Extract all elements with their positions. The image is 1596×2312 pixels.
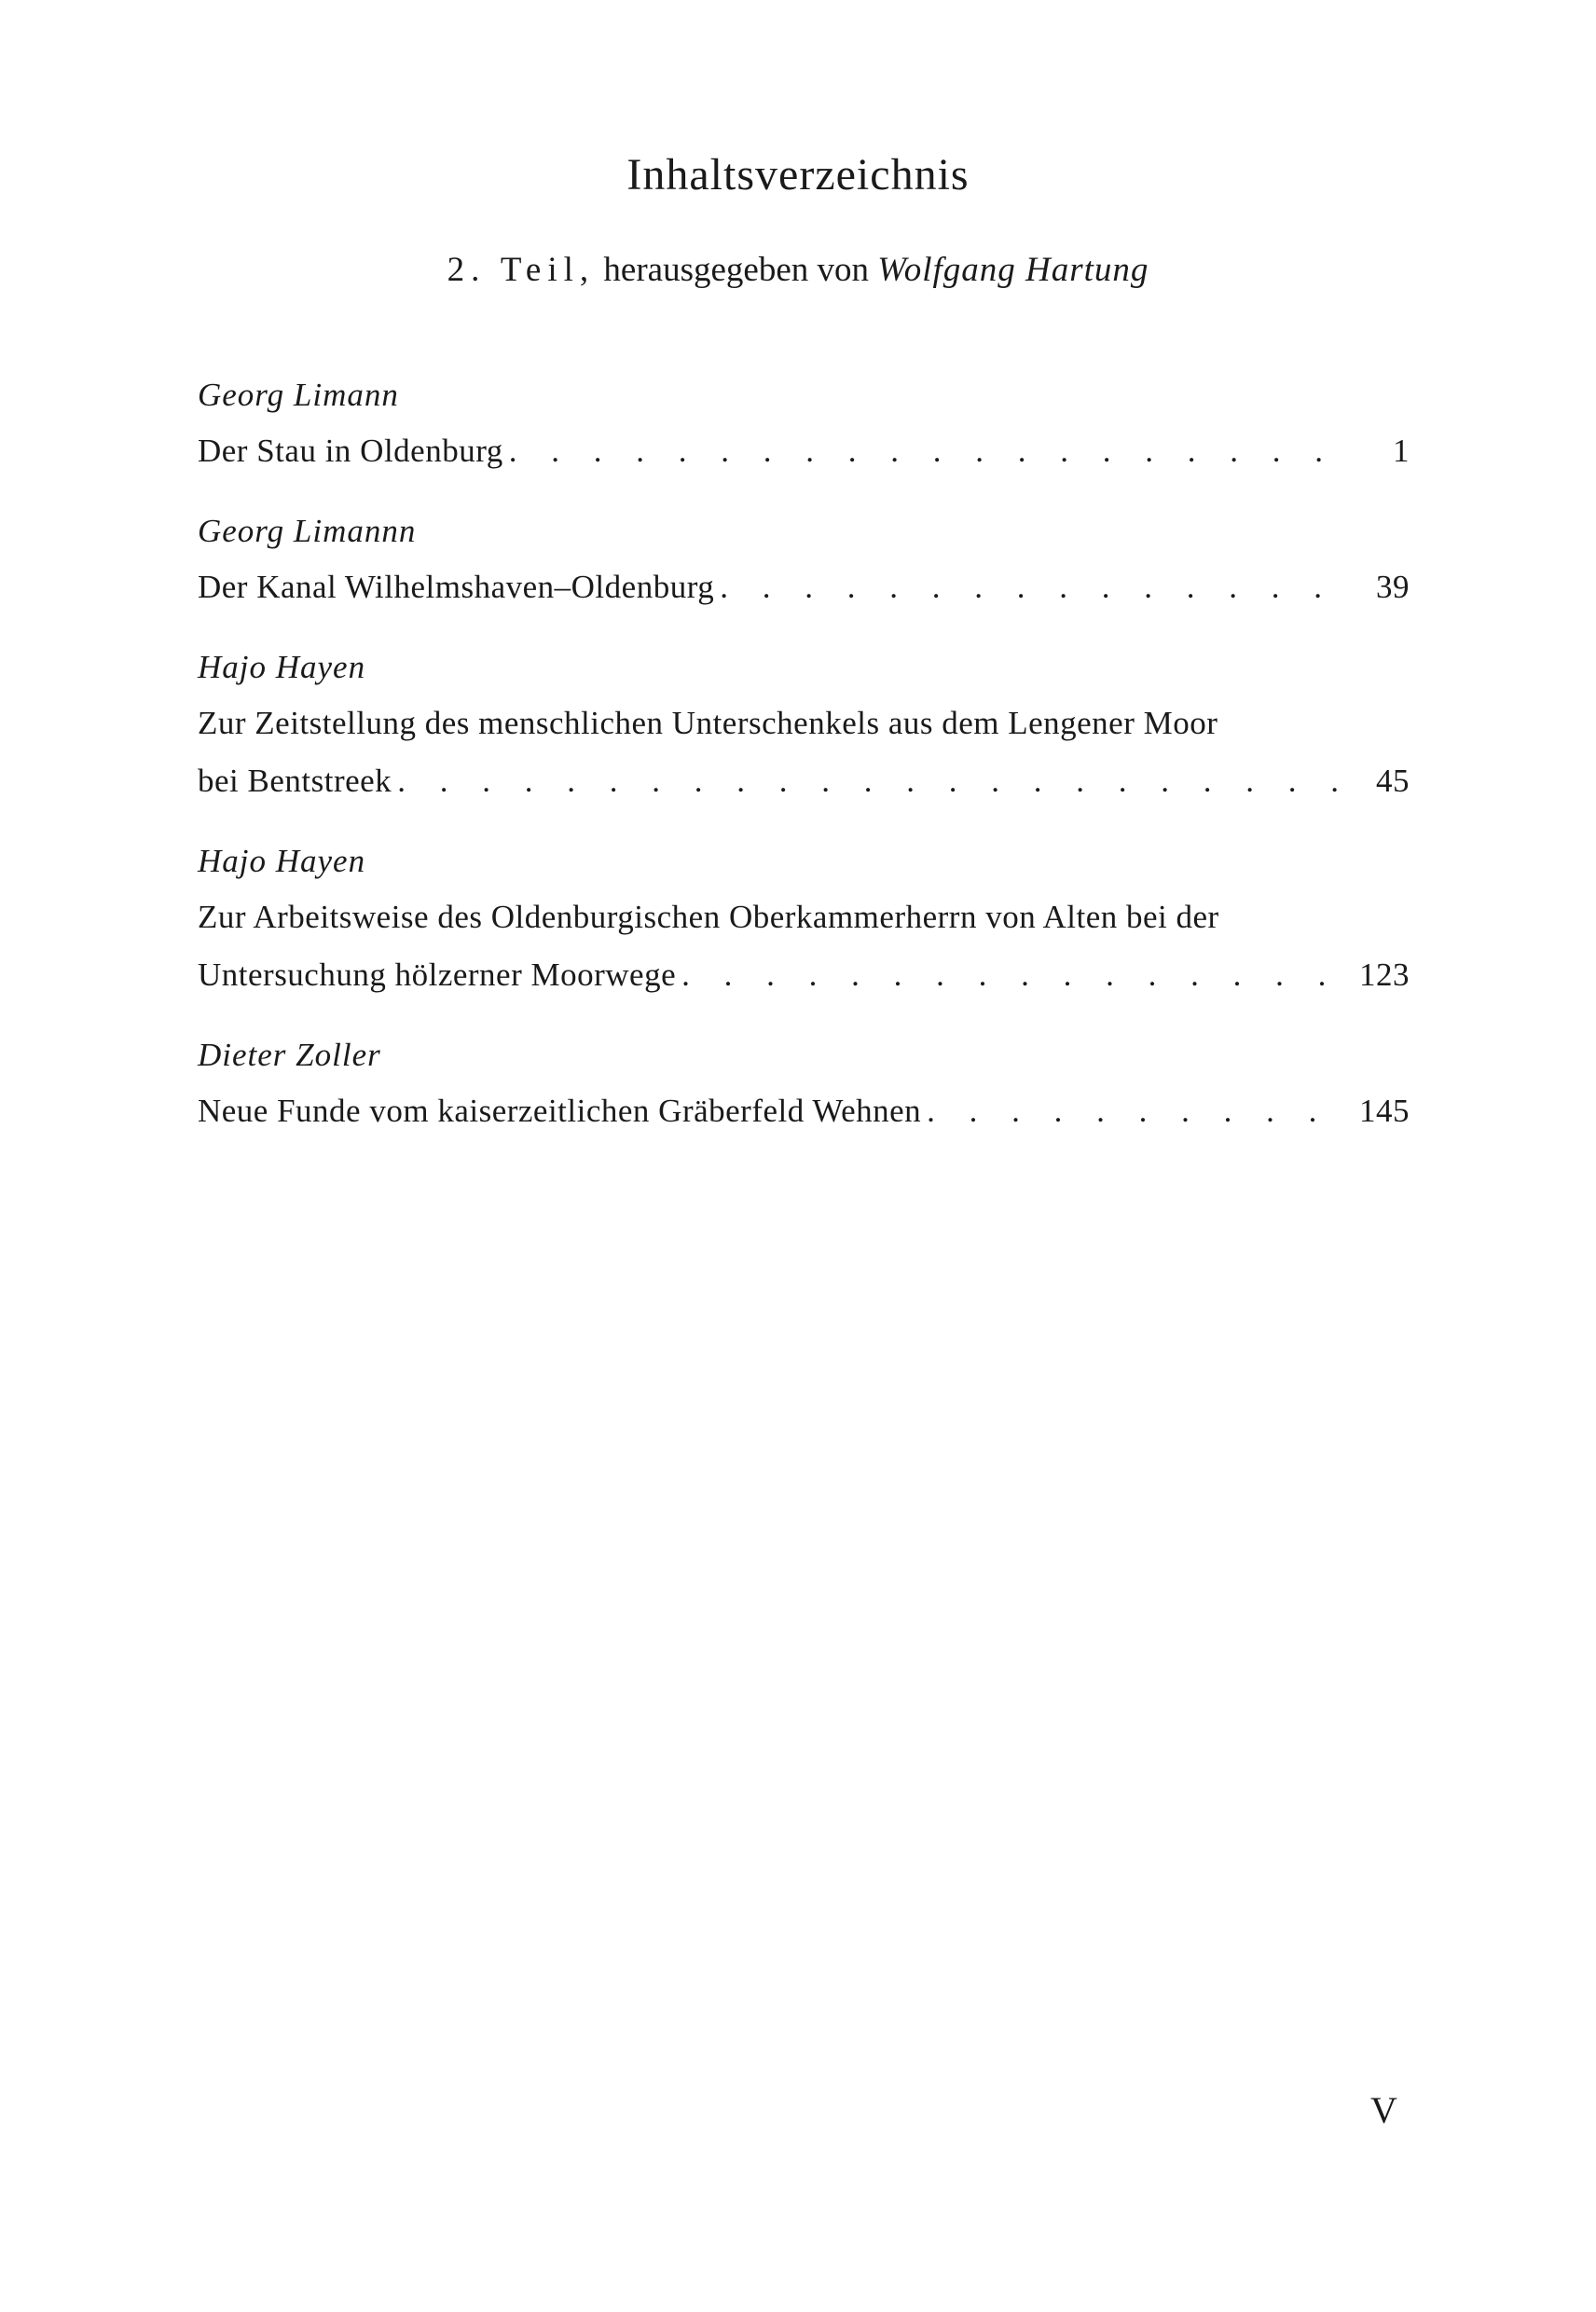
- subtitle: [0, 250, 1596, 290]
- dot-leader: [681, 946, 1346, 1004]
- entry-title: Neue Funde vom kaiserzeitlichen Gräberfeld Wehnen: [198, 1093, 922, 1129]
- entry-author: Hajo Hayen: [198, 649, 366, 685]
- entry-title-line: [198, 422, 1410, 480]
- entry-title-line: [198, 558, 1410, 616]
- entry-page-number: 145: [1359, 1093, 1410, 1129]
- entry-page-number: 45: [1376, 763, 1410, 799]
- entry-page-number: 39: [1376, 569, 1410, 605]
- entry-title: Untersuchung hölzerner Moorwege: [198, 956, 677, 993]
- editor-prefix: herausgegeben von: [603, 251, 870, 289]
- page-title: Inhaltsverzeichnis: [626, 150, 970, 200]
- entry-title-line: [198, 1082, 1410, 1140]
- toc-entry: [198, 504, 1410, 616]
- toc-entry: [198, 1028, 1410, 1140]
- entry-title-line: [198, 946, 1410, 1004]
- toc-entry: [198, 368, 1410, 480]
- toc-entry: [198, 640, 1410, 810]
- entry-title: bei Bentstreek: [198, 763, 392, 799]
- page-folio: V: [1370, 2089, 1397, 2131]
- toc-entry: [198, 834, 1410, 1004]
- entry-author: Hajo Hayen: [198, 843, 366, 879]
- entry-page-number: 123: [1359, 956, 1410, 993]
- entry-author: Georg Limannn: [198, 513, 417, 549]
- entry-title: Der Kanal Wilhelmshaven–Oldenburg: [198, 569, 715, 605]
- editor-name: Wolfgang Hartung: [877, 251, 1149, 289]
- entry-title-line: [198, 752, 1410, 810]
- table-of-contents: [198, 368, 1410, 1164]
- entry-title-continued: Zur Arbeitsweise des Oldenburgischen Oberkammerherrn von Alten bei der: [198, 899, 1219, 935]
- entry-author: Dieter Zoller: [198, 1037, 381, 1073]
- dot-leader: [397, 752, 1346, 810]
- entry-title-continued: Zur Zeitstellung des menschlichen Unterschenkels aus dem Lengener Moor: [198, 705, 1218, 741]
- dot-leader: [509, 422, 1346, 480]
- part-label: 2. Teil,: [447, 251, 596, 289]
- entry-page-number: 1: [1393, 433, 1410, 469]
- dot-leader: [720, 558, 1346, 616]
- dot-leader: [927, 1082, 1346, 1140]
- entry-title: Der Stau in Oldenburg: [198, 433, 503, 469]
- entry-author: Georg Limann: [198, 377, 399, 413]
